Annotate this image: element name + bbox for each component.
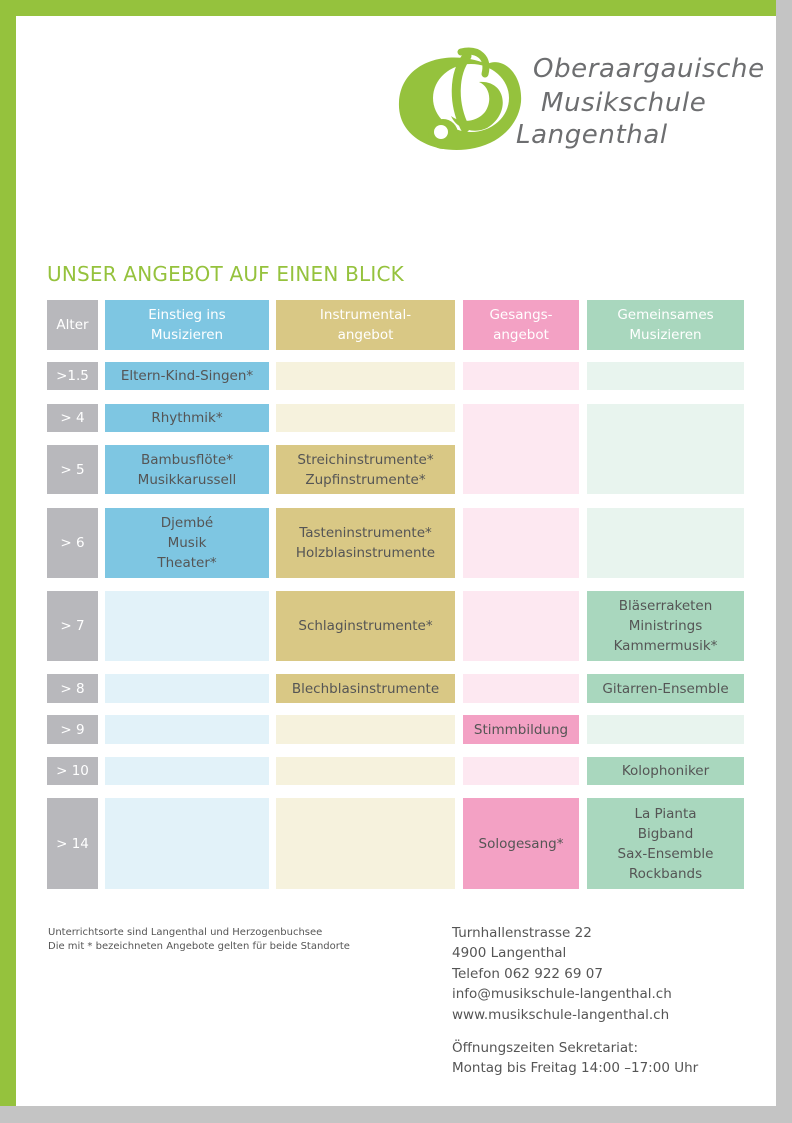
- age-cell: > 7: [47, 591, 98, 661]
- empty-cell: [463, 757, 579, 785]
- gesang-cell: [463, 798, 579, 889]
- offer-zupfinstrumente: Zupfinstrumente*: [305, 471, 426, 488]
- frame-left-border: [0, 0, 16, 1123]
- contact-address: [452, 923, 672, 1025]
- offer-ministrings: Ministrings: [628, 618, 703, 634]
- empty-cell: [105, 674, 269, 703]
- gemeinsam-cell: [587, 591, 744, 661]
- offer-musik: Musik: [167, 535, 207, 551]
- brand-name-line-3: Langenthal: [516, 120, 668, 150]
- offer-tasteninstrumente: Tasteninstrumente*: [299, 525, 432, 541]
- offer-bambusfloete: Bambusflöte*: [141, 451, 233, 468]
- empty-cell: [276, 757, 455, 785]
- age-cell: > 5: [47, 445, 98, 494]
- empty-cell: [105, 798, 269, 889]
- offer-gitarren-ensemble: Gitarren-Ensemble: [602, 680, 729, 697]
- offer-djembe: Djembé: [160, 515, 214, 531]
- offer-blaeserraketen: Bläserraketen: [618, 598, 713, 614]
- treble-clef-logo: [395, 44, 525, 160]
- offer-kolophoniker: Kolophoniker: [621, 763, 710, 779]
- frame-bottom-border: [0, 1106, 792, 1123]
- address-street: Turnhallenstrasse 22: [452, 925, 592, 941]
- footnote-line-1: Unterrichtsorte sind Langenthal und Herzogenbuchsee: [48, 927, 323, 938]
- header-gesang: [463, 300, 579, 350]
- gemeinsam-cell: [587, 798, 744, 889]
- empty-cell: [276, 798, 455, 889]
- header-age-label: Alter: [56, 317, 89, 333]
- office-hours: [452, 1038, 698, 1079]
- instrumental-cell: [276, 591, 455, 661]
- header-einstieg-line-2: Musizieren: [150, 327, 224, 343]
- age-cell: > 14: [47, 798, 98, 889]
- offer-kammermusik: Kammermusik*: [613, 638, 718, 654]
- contact-phone: Telefon 062 922 69 07: [452, 965, 603, 982]
- empty-cell: [587, 362, 744, 390]
- header-gesang-line-2: angebot: [493, 327, 549, 343]
- office-hours-title: Öffnungszeiten Sekretariat:: [452, 1040, 639, 1056]
- age-cell: > 10: [47, 757, 98, 785]
- empty-cell: [587, 404, 744, 494]
- header-instrumental: [276, 300, 455, 350]
- empty-cell: [463, 404, 579, 494]
- address-city: 4900 Langenthal: [452, 945, 567, 962]
- header-gemeinsam: [587, 300, 744, 350]
- empty-cell: [276, 362, 455, 390]
- offer-musikkarussell: Musikkarussell: [137, 471, 237, 488]
- offer-sologesang: Sologesang*: [478, 835, 564, 852]
- header-einstieg-line-1: Einstieg ins: [148, 307, 226, 323]
- offer-eltern-kind-singen: Eltern-Kind-Singen*: [120, 368, 254, 384]
- footnote: [48, 926, 350, 954]
- brand-name-line-2: Musikschule: [541, 88, 707, 118]
- instrumental-cell: [276, 445, 455, 494]
- empty-cell: [463, 591, 579, 661]
- empty-cell: [105, 715, 269, 744]
- age-cell: > 8: [47, 674, 98, 703]
- header-einstieg: [105, 300, 269, 350]
- age-cell: > 6: [47, 508, 98, 578]
- header-gemeinsam-line-2: Musizieren: [629, 327, 702, 343]
- instrumental-cell: [276, 508, 455, 578]
- brand-name-line-1: Oberaargauische: [533, 54, 765, 84]
- offer-streichinstrumente: Streichinstrumente*: [297, 451, 434, 468]
- einstieg-cell: [105, 404, 269, 432]
- empty-cell: [463, 508, 579, 578]
- offer-rockbands: Rockbands: [628, 865, 703, 882]
- gesang-cell: [463, 715, 579, 744]
- offer-bigband: Bigband: [637, 825, 694, 842]
- gemeinsam-cell: [587, 674, 744, 703]
- office-hours-times: Montag bis Freitag 14:00 –17:00 Uhr: [452, 1060, 699, 1077]
- empty-cell: [463, 674, 579, 703]
- empty-cell: [105, 757, 269, 785]
- gemeinsam-cell: [587, 757, 744, 785]
- offer-sax-ensemble: Sax-Ensemble: [617, 845, 714, 862]
- offer-theater: Theater*: [157, 555, 217, 571]
- header-instrumental-line-2: angebot: [337, 327, 394, 343]
- einstieg-cell: [105, 508, 269, 578]
- frame-right-border: [776, 0, 792, 1123]
- age-cell: > 4: [47, 404, 98, 432]
- header-instrumental-line-1: Instrumental-: [319, 307, 412, 323]
- frame-top-border: [0, 0, 792, 16]
- page-heading: UNSER ANGEBOT AUF EINEN BLICK: [47, 262, 404, 286]
- age-cell: > 9: [47, 715, 98, 744]
- header-age: [47, 300, 98, 350]
- header-gemeinsam-line-1: Gemeinsames: [617, 307, 714, 323]
- contact-website[interactable]: www.musikschule-langenthal.ch: [452, 1006, 670, 1023]
- offer-rhythmik: Rhythmik*: [151, 410, 223, 426]
- offer-stimmbildung: Stimmbildung: [473, 721, 569, 738]
- einstieg-cell: [105, 362, 269, 390]
- contact-email[interactable]: info@musikschule-langenthal.ch: [452, 986, 672, 1003]
- empty-cell: [105, 591, 269, 661]
- empty-cell: [276, 715, 455, 744]
- header-gesang-line-1: Gesangs-: [489, 307, 553, 323]
- offer-schlaginstrumente: Schlaginstrumente*: [298, 618, 433, 634]
- offer-blechblasinstrumente: Blechblasinstrumente: [291, 680, 440, 697]
- offer-la-pianta: La Pianta: [634, 805, 697, 822]
- age-cell: >1.5: [47, 362, 98, 390]
- offer-holzblasinstrumente: Holzblasinstrumente: [295, 545, 436, 561]
- empty-cell: [587, 715, 744, 744]
- empty-cell: [587, 508, 744, 578]
- einstieg-cell: [105, 445, 269, 494]
- empty-cell: [276, 404, 455, 432]
- footnote-line-2: Die mit * bezeichneten Angebote gelten für beide Standorte: [48, 941, 350, 952]
- instrumental-cell: [276, 674, 455, 703]
- empty-cell: [463, 362, 579, 390]
